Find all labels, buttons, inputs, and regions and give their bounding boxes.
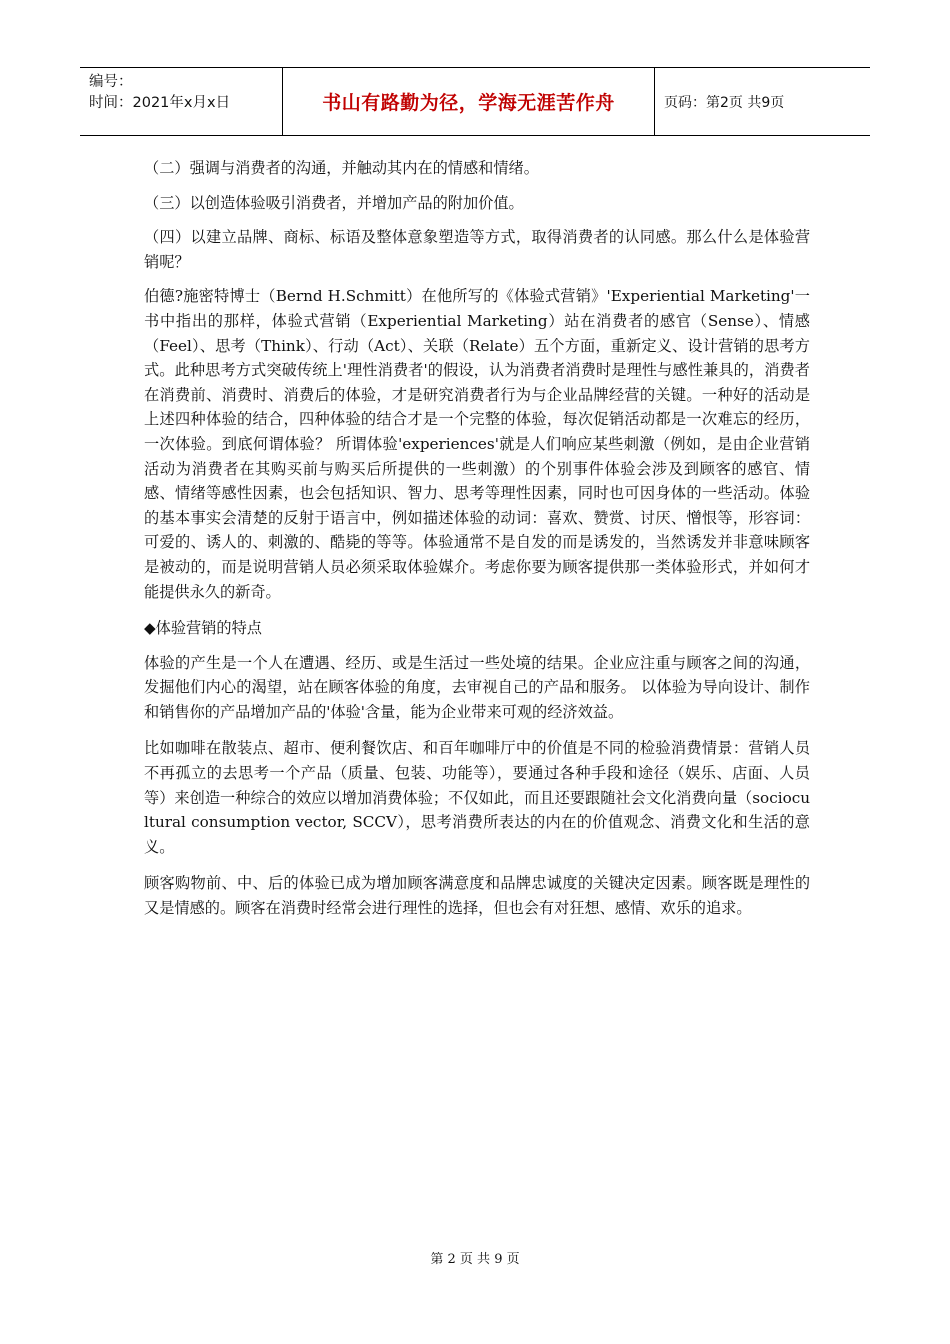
page-footer: 第 2 页 共 9 页 [430, 1252, 520, 1267]
document-number-label: 编号： [89, 74, 133, 90]
paragraph-point-2: （二）强调与消费者的沟通，并触动其内在的情感和情绪。 [144, 159, 539, 177]
header-page-info: 页码：第2页 共9页 [664, 94, 785, 111]
paragraph-customer-experience: 顾客购物前、中、后的体验已成为增加顾客满意度和品牌忠诚度的关键决定因素。顾客既是理性的又是情感的。顾客在消费时经常会进行理性的选择，但也会有对狂想、感情、欢乐的追求。 [144, 874, 810, 918]
header-motto: 书山有路勤为径，学海无涯苦作舟 [283, 68, 655, 135]
paragraph-experience-origin: 体验的产生是一个人在遭遇、经历、或是生活过一些处境的结果。企业应注重与顾客之间的沟通，发掘他们内心的渴望，站在顾客体验的角度，去审视自己的产品和服务。 以体验为导向设计、制作和销售你的产品增加产品的'体验'含量，能为企业带来可观的经济效益。 [144, 653, 810, 721]
section-heading-features: ◆体验营销的特点 [144, 619, 262, 638]
paragraph-point-4: （四）以建立品牌、商标、标语及整体意象塑造等方式，取得消费者的认同感。那么什么是体验营销呢？ [144, 228, 810, 271]
paragraph-coffee-example: 比如咖啡在散装点、超市、便利餐饮店、和百年咖啡厅中的价值是不同的检验消费情景：营销人员不再孤立的去思考一个产品（质量、包装、功能等），要通过各种手段和途径（娱乐、店面、人员等）来创造一种综合的效应以增加消费体验；不仅如此，而且还要跟随社会文化消费向量（sociocultural consumption vector, SCCV），思考消费所表达的内在的价值观念、消费文化和生活的意义。 [144, 739, 810, 856]
page-header [80, 67, 870, 136]
paragraph-point-3: （三）以创造体验吸引消费者，并增加产品的附加价值。 [144, 193, 524, 212]
document-date-label: 时间：2021年x月x日 [89, 95, 231, 111]
header-meta [80, 68, 283, 135]
document-body [144, 156, 810, 933]
paragraph-schmitt-definition: 伯德?施密特博士（Bernd H.Schmitt）在他所写的《体验式营销》'Experiential Marketing'一书中指出的那样，体验式营销（Experiential Marketing）站在消费者的感官（Sense）、情感（Feel）、思考（Think）、行动（Act）、关联（Relate）五个方面，重新定义、设计营销的思考方式。此种思考方式突破传统上'理性消费者'的假设，认为消费者消费时是理性与感性兼具的，消费者在消费前、消费时、消费后的体验，才是研究消费者行为与企业品牌经营的关键。一种好的活动是上述四种体验的结合，四种体验的结合才是一个完整的体验，每次促销活动都是一次难忘的经历，一次体验。到底何谓体验？ 所谓体验'experiences'就是人们响应某些刺激（例如，是由企业营销活动为消费者在其购买前与购买后所提供的一些刺激）的个别事件体验会涉及到顾客的感官、情感、情绪等感性因素，也会包括知识、智力、思考等理性因素，同时也可因身体的一些活动。体验的基本事实会清楚的反射于语言中，例如描述体验的动词：喜欢、赞赏、讨厌、憎恨等，形容词：可爱的、诱人的、刺激的、酷毙的等等。体验通常不是自发的而是诱发的，当然诱发并非意味顾客是被动的，而是说明营销人员必须采取体验媒介。考虑你要为顾客提供那一类体验形式，并如何才能提供永久的新奇。 [144, 287, 810, 601]
